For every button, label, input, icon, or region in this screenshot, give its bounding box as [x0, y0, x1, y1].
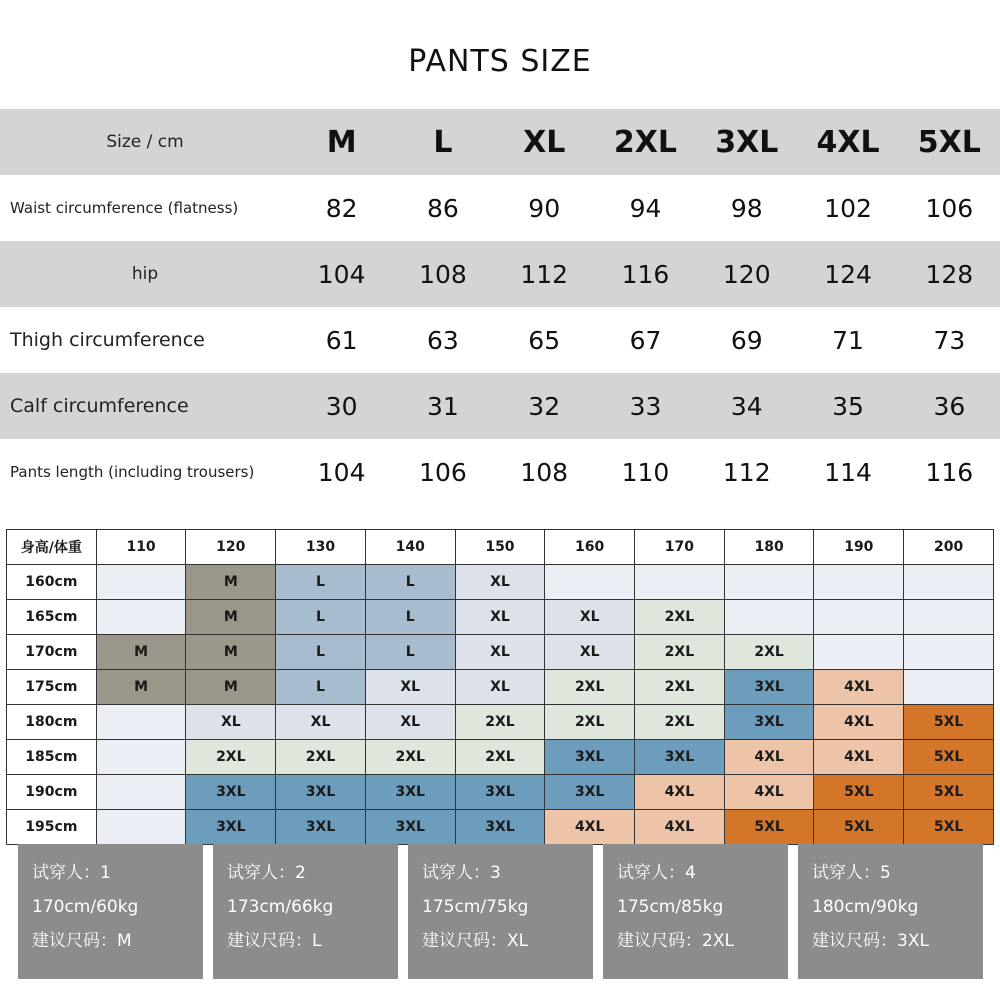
matrix-cell-165cm-130: L — [276, 600, 366, 635]
hip-4xl: 124 — [797, 241, 898, 307]
calf-xl: 32 — [494, 373, 595, 439]
matrix-cell-160cm-190 — [814, 565, 904, 600]
length-5xl: 116 — [899, 439, 1000, 505]
matrix-row — [7, 775, 994, 810]
matrix-cell-185cm-150: 2XL — [455, 740, 545, 775]
matrix-row — [7, 565, 994, 600]
matrix-cell-160cm-140: L — [365, 565, 455, 600]
matrix-cell-190cm-200: 5XL — [904, 775, 994, 810]
thigh-2xl: 67 — [595, 307, 696, 373]
waist-4xl: 102 — [797, 175, 898, 241]
matrix-weight-header-160: 160 — [545, 530, 635, 565]
hip-3xl: 120 — [696, 241, 797, 307]
table-row-calf — [0, 373, 1000, 439]
matrix-row — [7, 705, 994, 740]
matrix-cell-190cm-130: 3XL — [276, 775, 366, 810]
matrix-cell-185cm-160: 3XL — [545, 740, 635, 775]
matrix-cell-165cm-170: 2XL — [635, 600, 725, 635]
matrix-cell-185cm-120: 2XL — [186, 740, 276, 775]
matrix-cell-195cm-120: 3XL — [186, 810, 276, 845]
matrix-cell-190cm-160: 3XL — [545, 775, 635, 810]
matrix-cell-185cm-200: 5XL — [904, 740, 994, 775]
matrix-row — [7, 670, 994, 705]
matrix-weight-header-130: 130 — [276, 530, 366, 565]
matrix-cell-160cm-170 — [635, 565, 725, 600]
model-3-body: 175cm/75kg — [422, 897, 529, 917]
hip-5xl: 128 — [899, 241, 1000, 307]
model-card-4 — [603, 844, 788, 979]
matrix-row — [7, 740, 994, 775]
waist-5xl: 106 — [899, 175, 1000, 241]
matrix-cell-190cm-180: 4XL — [724, 775, 814, 810]
matrix-cell-180cm-150: 2XL — [455, 705, 545, 740]
table-row-waist — [0, 175, 1000, 241]
model-2-id: 试穿人：2 — [227, 863, 306, 883]
hip-2xl: 116 — [595, 241, 696, 307]
matrix-row — [7, 635, 994, 670]
model-1-body: 170cm/60kg — [32, 897, 139, 917]
length-2xl: 110 — [595, 439, 696, 505]
row-label-thigh: Thigh circumference — [0, 307, 291, 373]
table-row-length — [0, 439, 1000, 505]
matrix-cell-195cm-170: 4XL — [635, 810, 725, 845]
matrix-cell-170cm-130: L — [276, 635, 366, 670]
size-header-2xl: 2XL — [595, 109, 696, 175]
matrix-cell-185cm-130: 2XL — [276, 740, 366, 775]
matrix-cell-160cm-180 — [724, 565, 814, 600]
waist-m: 82 — [291, 175, 392, 241]
matrix-cell-195cm-150: 3XL — [455, 810, 545, 845]
size-header-xl: XL — [494, 109, 595, 175]
length-m: 104 — [291, 439, 392, 505]
matrix-cell-175cm-130: L — [276, 670, 366, 705]
matrix-cell-175cm-170: 2XL — [635, 670, 725, 705]
matrix-cell-170cm-110: M — [96, 635, 186, 670]
matrix-cell-160cm-200 — [904, 565, 994, 600]
calf-m: 30 — [291, 373, 392, 439]
matrix-corner-label: 身高/体重 — [7, 530, 97, 565]
matrix-cell-195cm-140: 3XL — [365, 810, 455, 845]
matrix-cell-170cm-190 — [814, 635, 904, 670]
matrix-cell-180cm-200: 5XL — [904, 705, 994, 740]
table-row-hip — [0, 241, 1000, 307]
model-4-id: 试穿人：4 — [617, 863, 696, 883]
waist-xl: 90 — [494, 175, 595, 241]
matrix-cell-195cm-200: 5XL — [904, 810, 994, 845]
matrix-cell-165cm-160: XL — [545, 600, 635, 635]
matrix-cell-165cm-150: XL — [455, 600, 545, 635]
matrix-cell-175cm-140: XL — [365, 670, 455, 705]
model-5-id: 试穿人：5 — [812, 863, 891, 883]
model-2-body: 173cm/66kg — [227, 897, 334, 917]
matrix-cell-170cm-170: 2XL — [635, 635, 725, 670]
matrix-cell-170cm-150: XL — [455, 635, 545, 670]
matrix-cell-170cm-140: L — [365, 635, 455, 670]
matrix-cell-190cm-190: 5XL — [814, 775, 904, 810]
matrix-height-header-180cm: 180cm — [7, 705, 97, 740]
matrix-cell-175cm-110: M — [96, 670, 186, 705]
model-card-1 — [18, 844, 203, 979]
thigh-xl: 65 — [494, 307, 595, 373]
size-measurement-table — [0, 109, 1000, 505]
size-unit-label: Size / cm — [0, 109, 291, 175]
matrix-cell-170cm-200 — [904, 635, 994, 670]
matrix-cell-185cm-190: 4XL — [814, 740, 904, 775]
matrix-weight-header-140: 140 — [365, 530, 455, 565]
matrix-cell-195cm-190: 5XL — [814, 810, 904, 845]
row-label-waist: Waist circumference (flatness) — [0, 175, 291, 241]
calf-l: 31 — [392, 373, 493, 439]
matrix-height-header-170cm: 170cm — [7, 635, 97, 670]
matrix-weight-header-190: 190 — [814, 530, 904, 565]
table-row-thigh — [0, 307, 1000, 373]
model-4-body: 175cm/85kg — [617, 897, 724, 917]
waist-l: 86 — [392, 175, 493, 241]
size-header-m: M — [291, 109, 392, 175]
model-card-5 — [798, 844, 983, 979]
matrix-cell-165cm-190 — [814, 600, 904, 635]
size-recommendation-matrix — [6, 529, 994, 845]
thigh-5xl: 73 — [899, 307, 1000, 373]
size-header-l: L — [392, 109, 493, 175]
matrix-cell-185cm-170: 3XL — [635, 740, 725, 775]
matrix-weight-header-200: 200 — [904, 530, 994, 565]
matrix-cell-160cm-150: XL — [455, 565, 545, 600]
matrix-cell-190cm-110 — [96, 775, 186, 810]
length-l: 106 — [392, 439, 493, 505]
matrix-cell-195cm-160: 4XL — [545, 810, 635, 845]
matrix-height-header-175cm: 175cm — [7, 670, 97, 705]
matrix-height-header-190cm: 190cm — [7, 775, 97, 810]
model-4-size: 建议尺码：2XL — [617, 931, 734, 951]
size-header-5xl: 5XL — [899, 109, 1000, 175]
row-label-length: Pants length (including trousers) — [0, 439, 291, 505]
page-title: PANTS SIZE — [408, 44, 592, 79]
matrix-cell-180cm-170: 2XL — [635, 705, 725, 740]
matrix-height-header-195cm: 195cm — [7, 810, 97, 845]
length-4xl: 114 — [797, 439, 898, 505]
matrix-weight-header-150: 150 — [455, 530, 545, 565]
model-2-size: 建议尺码：L — [227, 931, 322, 951]
matrix-cell-160cm-160 — [545, 565, 635, 600]
matrix-cell-195cm-130: 3XL — [276, 810, 366, 845]
matrix-cell-180cm-140: XL — [365, 705, 455, 740]
matrix-row — [7, 810, 994, 845]
model-5-body: 180cm/90kg — [812, 897, 919, 917]
matrix-weight-header-120: 120 — [186, 530, 276, 565]
model-3-size: 建议尺码：XL — [422, 931, 529, 951]
matrix-weight-header-170: 170 — [635, 530, 725, 565]
model-5-size: 建议尺码：3XL — [812, 931, 929, 951]
matrix-header-row — [7, 530, 994, 565]
matrix-cell-180cm-130: XL — [276, 705, 366, 740]
calf-3xl: 34 — [696, 373, 797, 439]
matrix-cell-190cm-150: 3XL — [455, 775, 545, 810]
matrix-cell-165cm-120: M — [186, 600, 276, 635]
matrix-cell-175cm-190: 4XL — [814, 670, 904, 705]
matrix-cell-160cm-120: M — [186, 565, 276, 600]
matrix-cell-165cm-140: L — [365, 600, 455, 635]
matrix-cell-175cm-120: M — [186, 670, 276, 705]
matrix-cell-175cm-180: 3XL — [724, 670, 814, 705]
matrix-weight-header-110: 110 — [96, 530, 186, 565]
matrix-cell-175cm-160: 2XL — [545, 670, 635, 705]
model-1-id: 试穿人：1 — [32, 863, 111, 883]
matrix-cell-180cm-160: 2XL — [545, 705, 635, 740]
matrix-cell-165cm-200 — [904, 600, 994, 635]
matrix-cell-170cm-120: M — [186, 635, 276, 670]
matrix-cell-170cm-180: 2XL — [724, 635, 814, 670]
size-header-4xl: 4XL — [797, 109, 898, 175]
size-recommendation-matrix-wrap — [0, 529, 1000, 845]
matrix-cell-170cm-160: XL — [545, 635, 635, 670]
hip-l: 108 — [392, 241, 493, 307]
thigh-m: 61 — [291, 307, 392, 373]
length-3xl: 112 — [696, 439, 797, 505]
thigh-l: 63 — [392, 307, 493, 373]
matrix-cell-160cm-110 — [96, 565, 186, 600]
calf-5xl: 36 — [899, 373, 1000, 439]
thigh-4xl: 71 — [797, 307, 898, 373]
matrix-cell-165cm-110 — [96, 600, 186, 635]
matrix-height-header-185cm: 185cm — [7, 740, 97, 775]
thigh-3xl: 69 — [696, 307, 797, 373]
matrix-cell-190cm-140: 3XL — [365, 775, 455, 810]
matrix-cell-180cm-120: XL — [186, 705, 276, 740]
waist-2xl: 94 — [595, 175, 696, 241]
matrix-cell-175cm-200 — [904, 670, 994, 705]
row-label-hip: hip — [0, 241, 291, 307]
row-label-calf: Calf circumference — [0, 373, 291, 439]
calf-4xl: 35 — [797, 373, 898, 439]
matrix-cell-175cm-150: XL — [455, 670, 545, 705]
matrix-cell-190cm-170: 4XL — [635, 775, 725, 810]
matrix-cell-185cm-140: 2XL — [365, 740, 455, 775]
model-3-id: 试穿人：3 — [422, 863, 501, 883]
table-header-row — [0, 109, 1000, 175]
matrix-cell-160cm-130: L — [276, 565, 366, 600]
hip-xl: 112 — [494, 241, 595, 307]
matrix-height-header-165cm: 165cm — [7, 600, 97, 635]
model-card-2 — [213, 844, 398, 979]
size-header-3xl: 3XL — [696, 109, 797, 175]
model-cards — [18, 844, 983, 979]
model-1-size: 建议尺码：M — [32, 931, 132, 951]
waist-3xl: 98 — [696, 175, 797, 241]
model-card-3 — [408, 844, 593, 979]
calf-2xl: 33 — [595, 373, 696, 439]
matrix-cell-165cm-180 — [724, 600, 814, 635]
matrix-height-header-160cm: 160cm — [7, 565, 97, 600]
matrix-cell-195cm-180: 5XL — [724, 810, 814, 845]
matrix-cell-185cm-180: 4XL — [724, 740, 814, 775]
matrix-row — [7, 600, 994, 635]
matrix-cell-180cm-110 — [96, 705, 186, 740]
matrix-weight-header-180: 180 — [724, 530, 814, 565]
matrix-cell-195cm-110 — [96, 810, 186, 845]
matrix-cell-180cm-180: 3XL — [724, 705, 814, 740]
matrix-cell-180cm-190: 4XL — [814, 705, 904, 740]
length-xl: 108 — [494, 439, 595, 505]
matrix-cell-190cm-120: 3XL — [186, 775, 276, 810]
matrix-cell-185cm-110 — [96, 740, 186, 775]
hip-m: 104 — [291, 241, 392, 307]
